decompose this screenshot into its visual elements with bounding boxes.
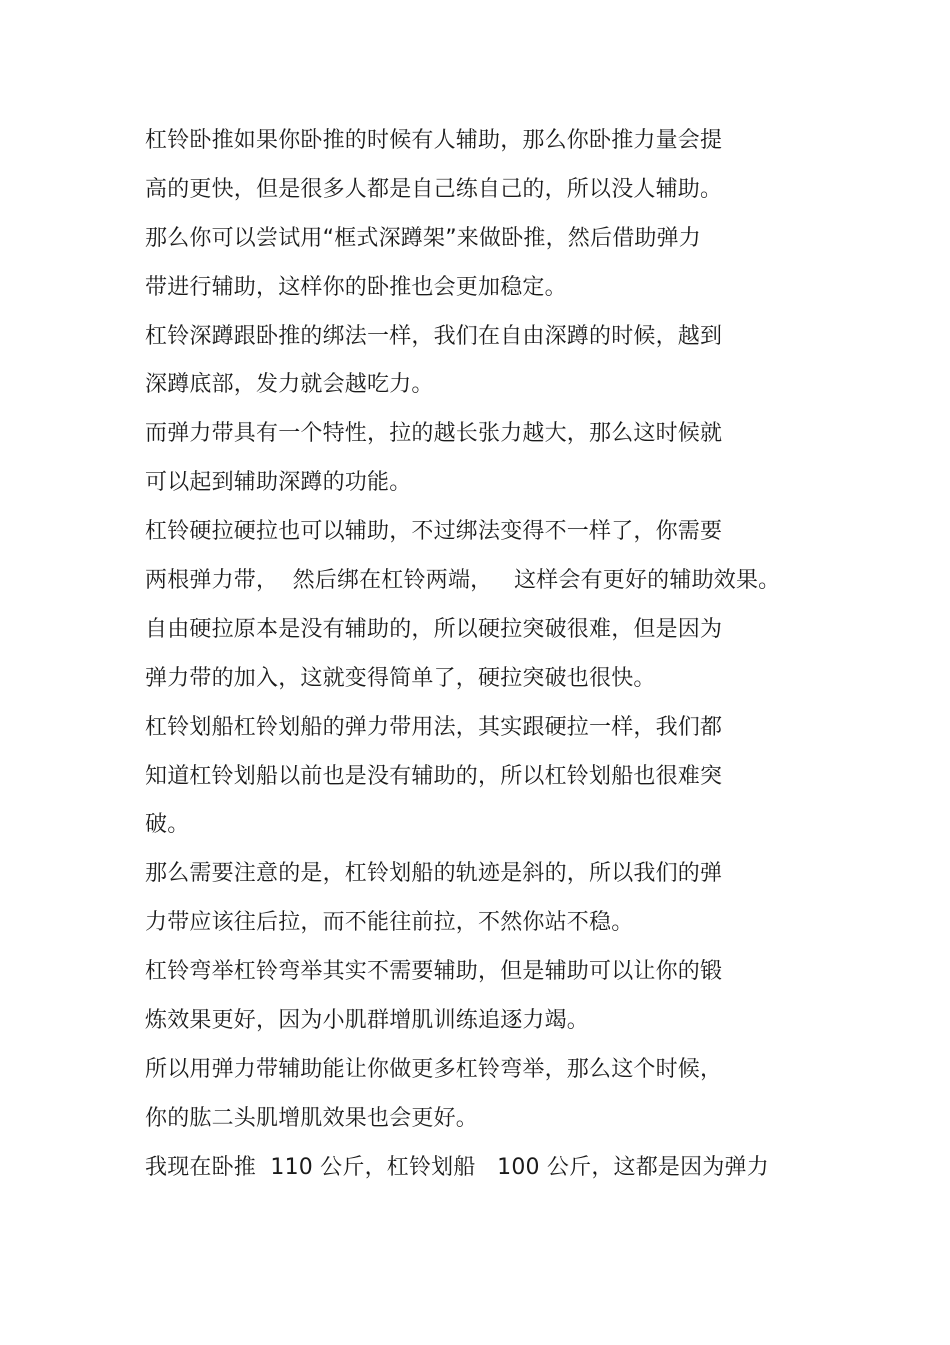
text-line: 所以用弹力带辅助能让你做更多杠铃弯举，那么这个时候，: [145, 1056, 723, 1082]
text-line: 杠铃卧推如果你卧推的时候有人辅助，那么你卧推力量会提: [145, 128, 723, 153]
text-line: 杠铃弯举杠铃弯举其实不需要辅助，但是辅助可以让你的锻: [145, 959, 723, 985]
text-line: 而弹力带具有一个特性，拉的越长张力越大，那么这时候就: [145, 421, 723, 447]
text-line: 深蹲底部，发力就会越吃力。: [145, 372, 434, 398]
text-line: 那么需要注意的是，杠铃划船的轨迹是斜的，所以我们的弹: [145, 861, 723, 887]
text-line: 弹力带的加入，这就变得简单了，硬拉突破也很快。: [145, 665, 656, 691]
text-line: 杠铃划船杠铃划船的弹力带用法，其实跟硬拉一样，我们都: [145, 714, 723, 740]
text-line: 力带应该往后拉，而不能往前拉，不然你站不稳。: [145, 910, 634, 936]
text-line: 带进行辅助，这样你的卧推也会更加稳定。: [145, 274, 567, 300]
text-line: 杠铃硬拉硬拉也可以辅助，不过绑法变得不一样了，你需要: [145, 519, 723, 545]
text-line: 炼效果更好，因为小肌群增肌训练追逐力竭。: [145, 1008, 590, 1034]
text-line: 自由硬拉原本是没有辅助的，所以硬拉突破很难，但是因为: [145, 616, 723, 642]
text-line: 破。: [145, 812, 190, 838]
document-body: [145, 122, 805, 1198]
text-line: 杠铃深蹲跟卧推的绑法一样，我们在自由深蹲的时候，越到: [145, 323, 723, 349]
text-line: 那么你可以尝试用“框式深蹲架”来做卧推，然后借助弹力: [145, 225, 701, 251]
text-line: 我现在卧推 110 公斤，杠铃划船 100 公斤，这都是因为弹力: [145, 1154, 769, 1180]
text-line: 高的更快，但是很多人都是自己练自己的，所以没人辅助。: [145, 176, 723, 202]
text-line: 两根弹力带， 然后绑在杠铃两端， 这样会有更好的辅助效果。: [145, 568, 781, 594]
text-line: 知道杠铃划船以前也是没有辅助的，所以杠铃划船也很难突: [145, 763, 723, 789]
text-line: 你的肱二头肌增肌效果也会更好。: [145, 1105, 479, 1131]
text-line: 可以起到辅助深蹲的功能。: [145, 470, 412, 496]
